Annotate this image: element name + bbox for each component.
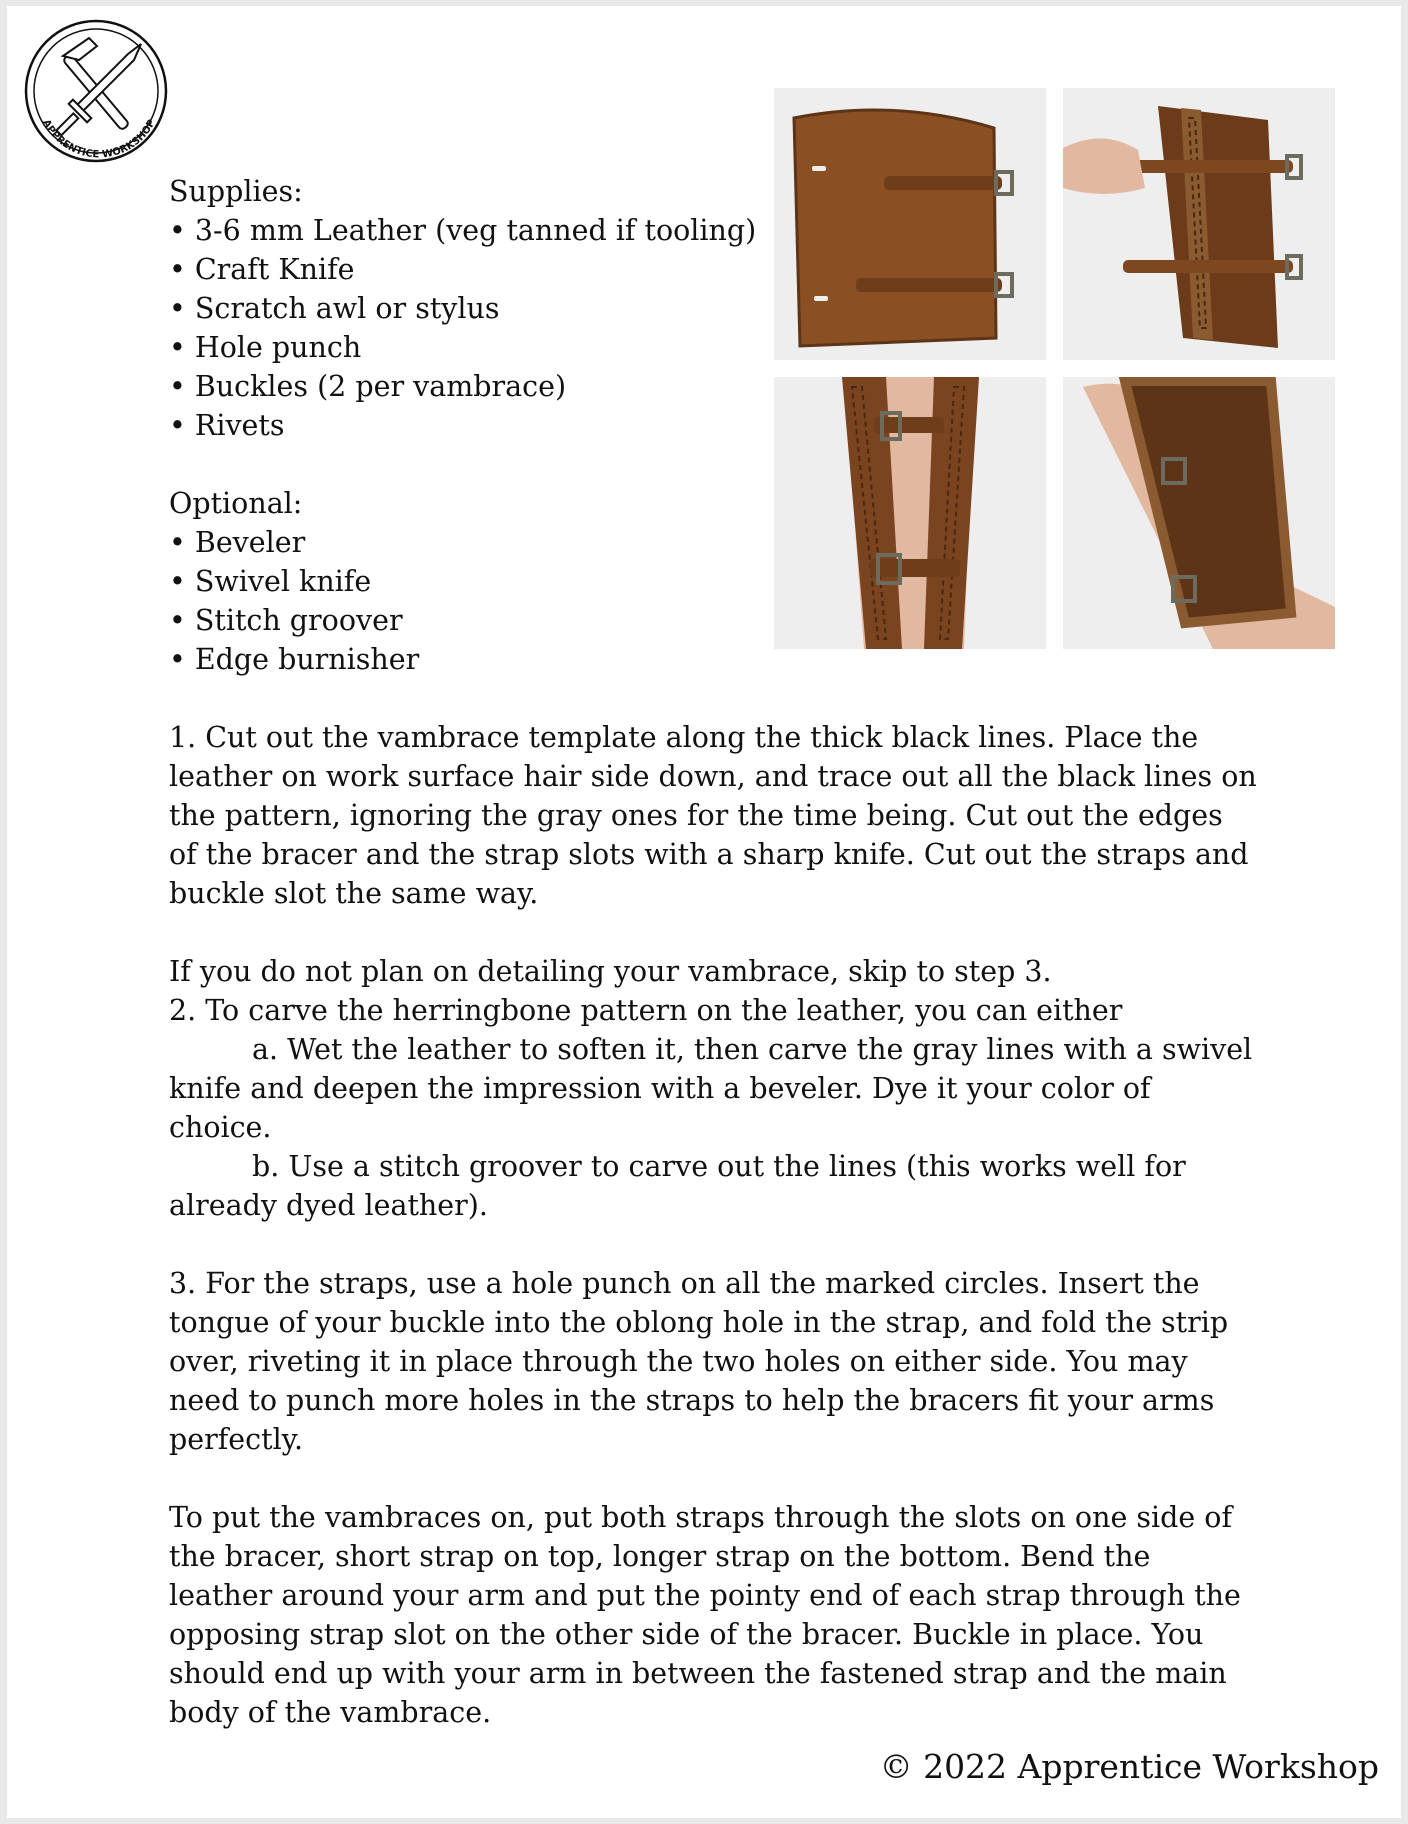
- list-item: • Rivets: [169, 409, 285, 442]
- list-item: • Buckles (2 per vambrace): [169, 370, 567, 403]
- supplies-heading: Supplies:: [169, 175, 303, 208]
- wearing-instructions: To put the vambraces on, put both straps through the slots on one side of the bracer, short strap on top, longer strap on the bottom. Bend the leather around your arm and put the pointy end of each strap through the opposing strap slot on the other side of the bracer. Buckle in place. You should end up with your arm in between the fastened strap and the main body of the vambrace.: [169, 1501, 1241, 1729]
- step-2a-first-line: a. Wet the leather to soften it, then carve the gray lines with a swivel: [252, 1033, 1253, 1066]
- skip-note: If you do not plan on detailing your vambrace, skip to step 3.: [169, 955, 1052, 988]
- list-item: • 3-6 mm Leather (veg tanned if tooling): [169, 214, 757, 247]
- list-item: • Beveler: [169, 526, 306, 559]
- step-2: 2. To carve the herringbone pattern on the leather, you can either: [169, 994, 1123, 1027]
- photo-flat-vambrace: [774, 88, 1046, 360]
- step-2a-continued: knife and deepen the impression with a beveler. Dye it your color of choice.: [169, 1072, 1151, 1144]
- list-item: • Swivel knife: [169, 565, 372, 598]
- step-1: 1. Cut out the vambrace template along the thick black lines. Place the leather on work surface hair side down, and trace out all the black lines on the pattern, ignoring the gray ones for the time being. Cut out the edges of the bracer and the strap slots with a sharp knife. Cut out the straps and buckle slot the same way.: [169, 721, 1257, 910]
- list-item: • Edge burnisher: [169, 643, 420, 676]
- photo-grid: [774, 88, 1335, 654]
- optional-heading: Optional:: [169, 487, 303, 520]
- svg-text:APPRENTICE WORKSHOP: APPRENTICE WORKSHOP: [40, 117, 158, 161]
- apprentice-workshop-logo: [21, 16, 171, 166]
- list-item: • Craft Knife: [169, 253, 355, 286]
- photo-rolled-vambrace: [1063, 88, 1335, 360]
- document-page: [7, 6, 1401, 1818]
- step-2b-continued: already dyed leather).: [169, 1189, 488, 1222]
- step-3: 3. For the straps, use a hole punch on all the marked circles. Insert the tongue of your buckle into the oblong hole in the strap, and fold the strip over, riveting it in place through the two holes on either side. You may need to punch more holes in the straps to help the bracers fit your arms perfectly.: [169, 1267, 1229, 1456]
- photo-vambrace-worn-side: [1063, 377, 1335, 649]
- list-item: • Hole punch: [169, 331, 362, 364]
- step-2b-first-line: b. Use a stitch groover to carve out the lines (this works well for: [252, 1150, 1186, 1183]
- supplies-list: [169, 172, 769, 679]
- list-item: • Stitch groover: [169, 604, 403, 637]
- copyright-footer: © 2022 Apprentice Workshop: [879, 1747, 1379, 1786]
- list-item: • Scratch awl or stylus: [169, 292, 500, 325]
- instructions: [169, 718, 1259, 1732]
- photo-vambrace-worn-front: [774, 377, 1046, 649]
